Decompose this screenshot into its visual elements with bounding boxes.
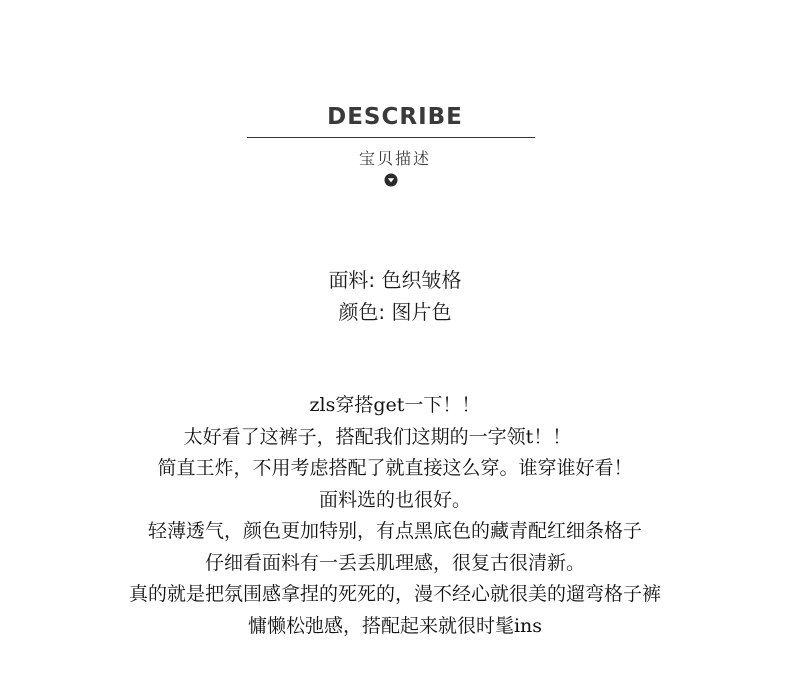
chevron-down-circle-icon	[384, 173, 398, 187]
description-line: 简直王炸，不用考虑搭配了就直接这么穿。谁穿谁好看！	[157, 457, 633, 479]
description-line: 轻薄透气，颜色更加特别，有点黑底色的藏青配红细条格子	[147, 520, 642, 542]
description-line: 仔细看面料有一丢丢肌理感，很复古很清新。	[204, 551, 585, 574]
fabric-spec: 面料: 色织皱格	[328, 268, 462, 292]
description-line: 真的就是把氛围感拿捏的死死的，漫不经心就很美的遛弯格子裤	[128, 583, 661, 605]
color-spec: 颜色: 图片色	[338, 300, 452, 324]
description-line: 面料选的也很好。	[318, 488, 471, 511]
section-subtitle: 宝贝描述	[358, 149, 431, 168]
product-description	[0, 390, 790, 642]
description-line: 慵懒松弛感，搭配起来就很时髦ins	[247, 614, 543, 637]
description-line: zls穿搭get一下！！	[309, 394, 481, 416]
description-line: 太好看了这裤子，搭配我们这期的一字领t！！	[183, 425, 572, 448]
product-specs	[0, 264, 790, 328]
title-divider	[247, 137, 535, 138]
section-title: DESCRIBE	[327, 104, 463, 130]
